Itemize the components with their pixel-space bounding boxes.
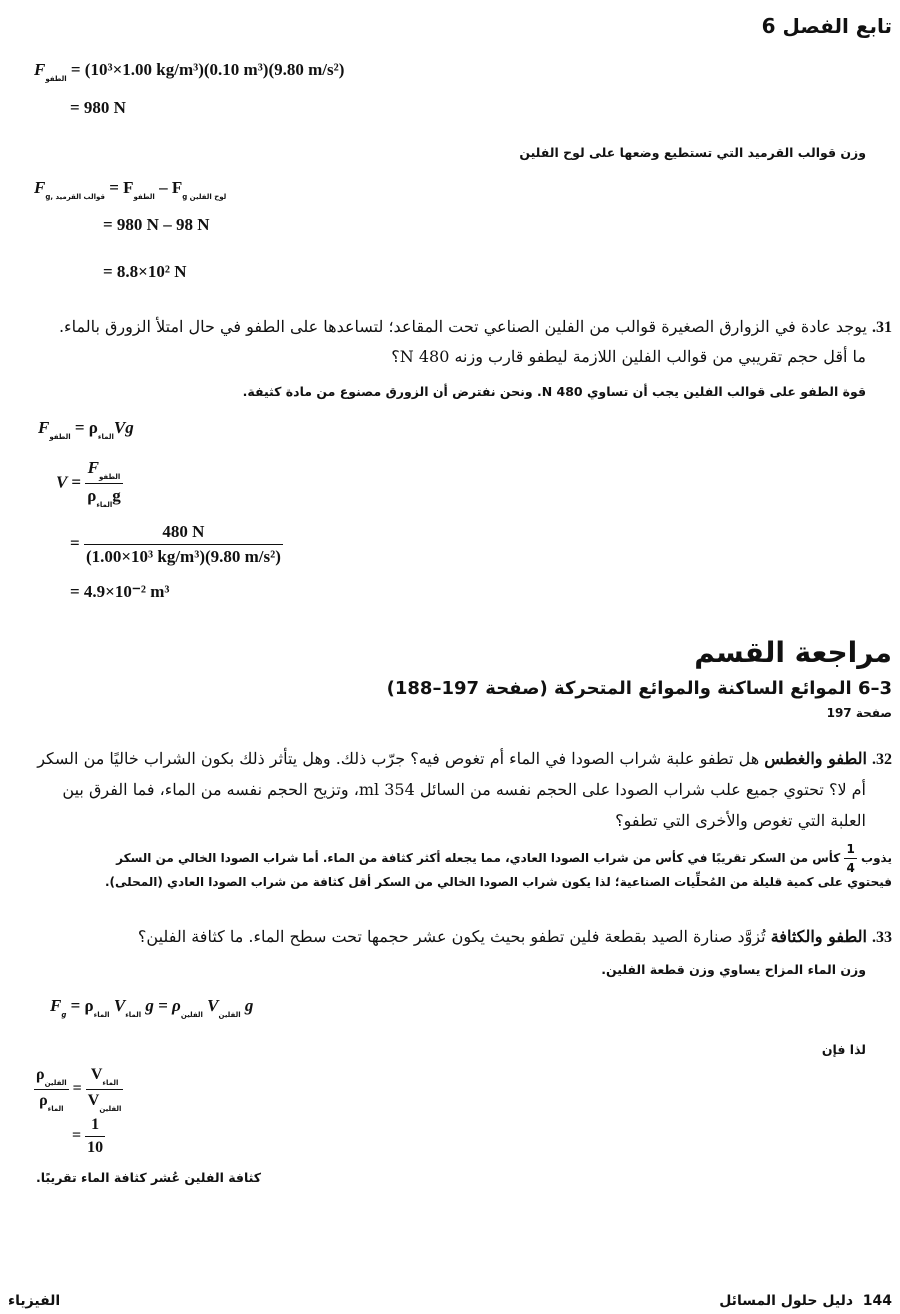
equation-buoyancy-formula: $F_{الطفو} = \rho_{الماء}Vg$	[38, 418, 134, 441]
question-32-answer-line1: يذوب $\frac{1}{4}$ كأس من السكر تقريبًا في كأس من شراب الصودا العادي، مما يجعله أكثر كثافة من الماء. أما شراب الصودا الخالي من السكر	[116, 842, 892, 875]
question-31-line2: ما أقل حجم تقريبي من قوالب الفلين اللازمة ليطفو قارب وزنه 480 N؟	[391, 347, 866, 366]
equation-subtraction: = 980 N – 98 N	[103, 215, 210, 234]
footer-subject: الفيزياء	[8, 1293, 61, 1309]
equation-density-ratio: $\frac{\rho_{الفلين}}{\rho_{الماء}}$ = $\frac{V_{الماء}}{V_{الفلين}}$	[36, 1066, 122, 1113]
question-31-answer: قوة الطفو على قوالب الفلين يجب أن تساوي 480 N. ونحن نفترض أن الزورق مصنوع من مادة كثيفة.	[242, 384, 866, 399]
equation-result-980n: = 980 N	[70, 98, 126, 117]
equation-one-tenth: = $\frac{1}{10}$	[72, 1116, 104, 1156]
equation-tiles-result: = 8.8×10² N	[103, 262, 187, 281]
equation-tiles-weight: $F_{g, قوالب القرميد} = F_{الطفو} - F_{g لوح الفلين}$	[34, 178, 227, 201]
question-33-text: 33. الطفو والكثافة تُزوَّد صنارة الصيد بقطعة فلين تطفو بحيث يكون عشر حجمها تحت سطح الماء. ما كثافة الفلين؟	[137, 927, 892, 946]
question-32-line3: العلبة التي تغوص والأخرى التي تطفو؟	[615, 811, 866, 830]
equation-volume-numeric: = $\frac{480 N}{\text{(1.00×10³ kg/m³)(9.80 m/s²)}}$	[70, 522, 281, 566]
equation-weight-balance: $F_g = \rho_{الماء}$ $V_{الماء}$ $g = \rho_{الفلين}$ $V_{الفلين}$ g	[50, 996, 254, 1019]
equation-volume-fraction: V = $\frac{F_{الطفو}}{\rho_{الماء}g}$	[56, 458, 121, 509]
question-33-answer: وزن الماء المزاح يساوي وزن قطعة الفلين.	[601, 962, 866, 977]
question-32-line1: 32. الطفو والغطس هل تطفو علبة شراب الصودا في الماء أم تغوص فيه؟ جرّب ذلك. وهل يتأثر ذلك بكون الشراب خاليًا من السكر	[37, 749, 892, 768]
therefore-label: لذا فإن	[821, 1042, 866, 1057]
question-31-line1: 31. يوجد عادة في الزوارق الصغيرة قوالب من الفلين الصناعي تحت المقاعد؛ لتساعدها على الطفو في حال امتلأ الزورق بالماء.	[58, 317, 892, 336]
section-review-subheading: 3–6 الموائع الساكنة والموائع المتحركة (صفحة 197–188)	[386, 678, 892, 699]
section-review-heading: مراجعة القسم	[694, 636, 892, 669]
chapter-header: تابع الفصل 6	[761, 14, 892, 38]
tiles-weight-note: وزن قوالب القرميد التي تستطيع وضعها على لوح الفلين	[519, 145, 866, 160]
question-32-line2: أم لا؟ تحتوي جميع علب شراب الصودا على الحجم نفسه من السائل 354 ml، وتزيح الحجم نفسه من الماء، فما الفرق بين	[62, 780, 866, 799]
question-33-conclusion: كثافة الفلين عُشر كثافة الماء تقريبًا.	[36, 1170, 262, 1185]
question-32-answer-line2: فيحتوي على كمية قليلة من المُحلِّيات الصناعية؛ لذا يكون شراب الصودا الخالي من السكر أقل كثافة من شراب الصودا العادي (المحلى).	[104, 875, 892, 889]
footer-guide: 144 دليل حلول المسائل	[719, 1293, 892, 1309]
equation-buoyant-force: $F_{الطفو} = (1.00\times 10^3$ kg/m³)(0.10 m³)(9.80 m/s²)	[34, 60, 345, 83]
page-reference: صفحة 197	[826, 706, 892, 720]
equation-volume-result: = 4.9×10⁻² m³	[70, 582, 170, 601]
